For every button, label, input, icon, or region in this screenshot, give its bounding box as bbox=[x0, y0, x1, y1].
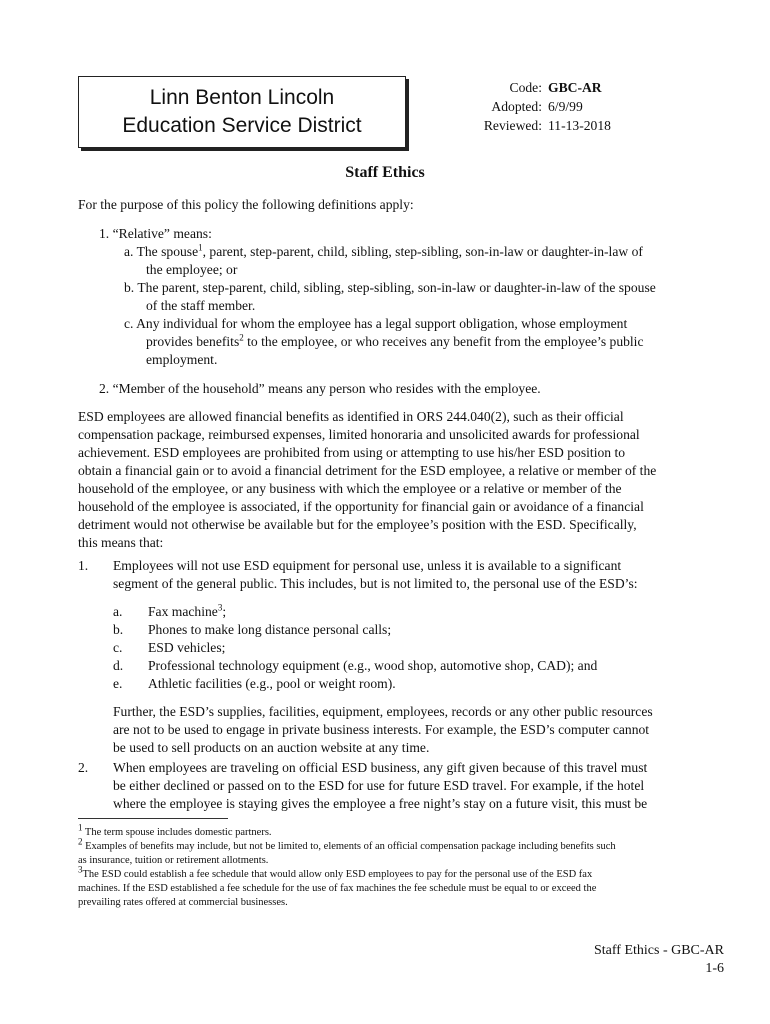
definition-relative-c-line2 bbox=[146, 333, 644, 351]
item-2-line: where the employee is staying gives the employee a free night’s stay on a future visit, this must be bbox=[113, 796, 648, 811]
body-paragraph bbox=[78, 408, 718, 552]
footnote-2-text: Examples of benefits may include, but not be limited to, elements of an official compensation package including benefits such bbox=[82, 841, 616, 852]
footnote-1-text: The term spouse includes domestic partners. bbox=[82, 827, 272, 838]
list-marker: e. bbox=[113, 676, 123, 691]
footnote-ref-3: 3 bbox=[217, 602, 223, 613]
adopted-value: 6/9/99 bbox=[548, 99, 583, 114]
list-text: Professional technology equipment (e.g., wood shop, automotive shop, CAD); and bbox=[148, 658, 598, 673]
definition-a-text-cont: , parent, step-parent, child, sibling, step-sibling, son-in-law or daughter-in-law of bbox=[202, 244, 643, 259]
footnote-marker-2: 2 bbox=[78, 836, 83, 847]
body-line: this means that: bbox=[78, 535, 164, 550]
footnotes bbox=[78, 822, 728, 910]
definition-relative-c: c. Any individual for whom the employee has a legal support obligation, whose employment bbox=[124, 316, 628, 331]
definition-relative: 1. “Relative” means: bbox=[99, 226, 212, 241]
footnote-1 bbox=[78, 822, 728, 840]
list-marker: d. bbox=[113, 658, 124, 673]
list-marker: a. bbox=[113, 604, 123, 619]
page-footer bbox=[594, 942, 724, 978]
list-text: ESD vehicles; bbox=[148, 640, 226, 655]
item-2-text bbox=[113, 759, 647, 813]
code-label: Code: bbox=[509, 80, 542, 95]
reviewed-value: 11-13-2018 bbox=[548, 118, 611, 133]
intro-text: For the purpose of this policy the following definitions apply: bbox=[78, 197, 414, 212]
footer-document-label: Staff Ethics - GBC-AR bbox=[593, 943, 724, 958]
body-line: household of the employee, or any business with which the employee or a relative or member of the bbox=[78, 481, 622, 496]
further-line: Further, the ESD’s supplies, facilities, equipment, employees, records or any other public resources bbox=[113, 704, 653, 719]
list-marker: c. bbox=[113, 640, 123, 655]
code-row bbox=[462, 78, 611, 97]
item-2-line: be either declined or passed on to the ESD for use for future ESD travel. For example, if the hotel bbox=[113, 778, 645, 793]
body-line: compensation package, reimbursed expenses, limited honoraria and unsolicited awards for professional bbox=[78, 427, 640, 442]
body-line: household of the employee is associated, if the opportunity for financial gain or avoidance of a financial bbox=[78, 499, 644, 514]
reviewed-row bbox=[462, 116, 611, 135]
list-text: Fax machine bbox=[148, 604, 218, 619]
organization-name-box bbox=[78, 76, 406, 148]
definition-relative-b-line2: of the staff member. bbox=[146, 298, 256, 313]
definition-household: 2. “Member of the household” means any person who resides with the employee. bbox=[99, 381, 541, 396]
list-text-tail: ; bbox=[222, 604, 227, 619]
definition-relative-a-line2: the employee; or bbox=[146, 262, 238, 277]
body-line: ESD employees are allowed financial benefits as identified in ORS 244.040(2), such as their official bbox=[78, 409, 624, 424]
definition-c-text: provides benefits bbox=[146, 334, 240, 349]
footnote-2 bbox=[78, 836, 728, 854]
item-2-number: 2. bbox=[78, 760, 89, 775]
footnote-3-cont: machines. If the ESD established a fee schedule for the use of fax machines the fee schedule must be equal to or exceed the bbox=[78, 883, 597, 894]
list-text: Athletic facilities (e.g., pool or weight room). bbox=[148, 676, 396, 691]
organization-name-line2: Education Service District bbox=[122, 114, 362, 137]
body-line: obtain a financial gain or to avoid a financial detriment for the ESD employee, a relative or member of the bbox=[78, 463, 657, 478]
page-number: 1-6 bbox=[705, 961, 724, 976]
body-line: achievement. ESD employees are prohibited from using or attempting to use his/her ESD position to bbox=[78, 445, 626, 460]
item-1-further bbox=[113, 703, 653, 757]
list-text: Phones to make long distance personal calls; bbox=[148, 622, 392, 637]
footnote-3-text: The ESD could establish a fee schedule that would allow only ESD employees to pay for the personal use of the ESD fax bbox=[82, 869, 593, 880]
footnote-ref-2: 2 bbox=[239, 332, 244, 343]
definition-relative-b: b. The parent, step-parent, child, sibling, step-sibling, son-in-law or daughter-in-law of the spouse bbox=[124, 280, 656, 295]
footnote-divider bbox=[78, 818, 228, 819]
page-title: Staff Ethics bbox=[345, 164, 425, 181]
definition-c-text-cont: to the employee, or who receives any benefit from the employee’s public bbox=[243, 334, 644, 349]
footnote-2-cont: as insurance, tuition or retirement allotments. bbox=[78, 855, 269, 866]
policy-metadata bbox=[462, 78, 611, 135]
item-2-line: When employees are traveling on official ESD business, any gift given because of this travel must bbox=[113, 760, 648, 775]
code-value: GBC-AR bbox=[548, 80, 602, 95]
organization-name-line1: Linn Benton Lincoln bbox=[149, 86, 335, 109]
footnote-3-cont: prevailing rates offered at commercial businesses. bbox=[78, 897, 288, 908]
footnote-3 bbox=[78, 864, 728, 882]
adopted-row bbox=[462, 97, 611, 116]
further-line: are not to be used to engage in private business interests. For example, the ESD’s computer cannot bbox=[113, 722, 650, 737]
footnote-ref-1: 1 bbox=[198, 242, 203, 253]
definition-relative-a bbox=[124, 243, 643, 261]
body-line: detriment would not otherwise be available but for the employee’s position with the ESD. Specifically, bbox=[78, 517, 637, 532]
footnote-marker-3: 3 bbox=[78, 864, 83, 875]
definition-a-text: a. The spouse bbox=[124, 244, 199, 259]
adopted-label: Adopted: bbox=[491, 99, 542, 114]
list-marker: b. bbox=[113, 622, 124, 637]
reviewed-label: Reviewed: bbox=[483, 118, 542, 133]
item-1-line1: Employees will not use ESD equipment for personal use, unless it is available to a significant bbox=[113, 558, 622, 573]
definition-relative-c-line3: employment. bbox=[146, 352, 218, 367]
item-1-number: 1. bbox=[78, 558, 89, 573]
further-line: be used to sell products on an auction website at any time. bbox=[113, 740, 430, 755]
item-1-line2: segment of the general public. This includes, but is not limited to, the personal use of the ESD’s: bbox=[113, 576, 638, 591]
footnote-marker-1: 1 bbox=[78, 822, 83, 833]
